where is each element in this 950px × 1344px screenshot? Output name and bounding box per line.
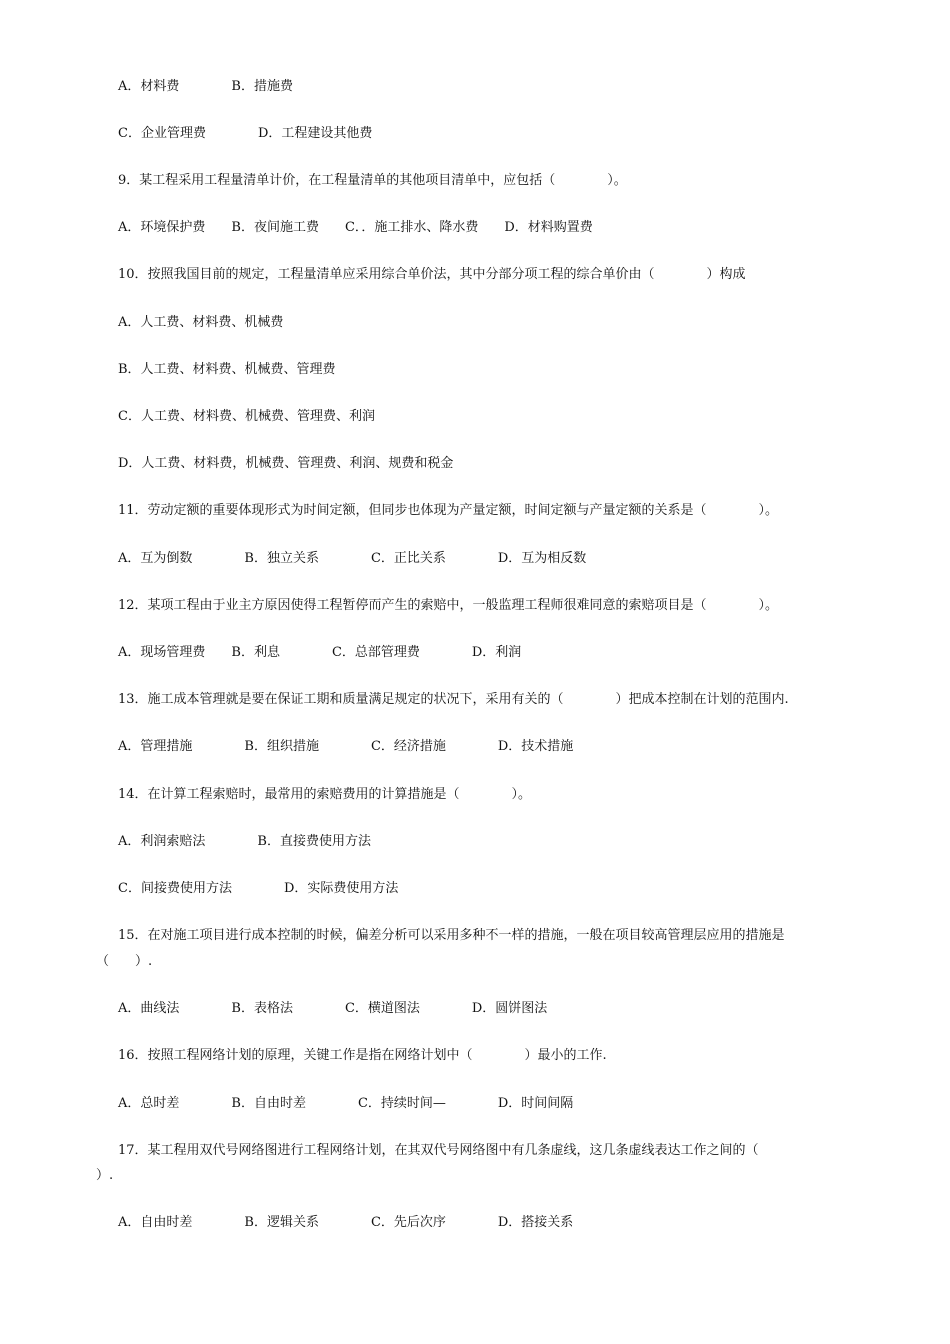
- q12-options: A．现场管理费 B．利息 C．总部管理费 D．利润: [118, 645, 522, 660]
- q9-options: A．环境保护费 B．夜间施工费 C．．施工排水、降水费 D．材料购置费: [118, 220, 593, 235]
- q11-options: A．互为倒数 B．独立关系 C．正比关系 D．互为相反数: [118, 551, 587, 566]
- question-16: 16．按照工程网络计划的原理，关键工作是指在网络计划中（ ）最小的工作.: [118, 1048, 607, 1063]
- q16-options: A．总时差 B．自由时差 C．持续时间— D．时间间隔: [118, 1096, 574, 1111]
- q15-options: A．曲线法 B．表格法 C．横道图法 D．圆饼图法: [118, 1001, 548, 1016]
- q14-options-cd: C．间接费使用方法 D．实际费使用方法: [118, 881, 399, 896]
- question-15-continued: （ ）.: [96, 954, 153, 969]
- question-13: 13．施工成本管理就是要在保证工期和质量满足规定的状况下，采用有关的（ ）把成本控制在计划的范围内.: [118, 692, 789, 707]
- q17-options: A．自由时差 B．逻辑关系 C．先后次序 D．搭接关系: [118, 1215, 574, 1230]
- q10-option-a: A．人工费、材料费、机械费: [118, 315, 284, 330]
- question-11: 11．劳动定额的重要体现形式为时间定额，但同步也体现为产量定额，时间定额与产量定额的关系是（ ）。: [118, 503, 779, 518]
- q13-options: A．管理措施 B．组织措施 C．经济措施 D．技术措施: [118, 739, 574, 754]
- question-17: 17．某工程用双代号网络图进行工程网络计划，在其双代号网络图中有几条虚线，这几条虚线表达工作之间的（: [118, 1143, 759, 1158]
- question-15: 15．在对施工项目进行成本控制的时候，偏差分析可以采用多种不一样的措施，一般在项目较高管理层应用的措施是: [118, 928, 785, 943]
- q10-option-c: C．人工费、材料费、机械费、管理费、利润: [118, 409, 375, 424]
- q10-option-b: B．人工费、材料费、机械费、管理费: [118, 362, 336, 377]
- q8-options-cd: C．企业管理费 D．工程建设其他费: [118, 126, 373, 141]
- question-17-continued: ）.: [96, 1168, 114, 1183]
- question-12: 12．某项工程由于业主方原因使得工程暂停而产生的索赔中，一般监理工程师很难同意的索赔项目是（ ）。: [118, 598, 779, 613]
- question-9: 9．某工程采用工程量清单计价，在工程量清单的其他项目清单中，应包括（ ）。: [118, 173, 627, 188]
- q10-option-d: D．人工费、材料费，机械费、管理费、利润、规费和税金: [118, 456, 454, 471]
- question-10: 10．按照我国目前的规定，工程量清单应采用综合单价法，其中分部分项工程的综合单价由（ ）构成: [118, 267, 746, 282]
- question-14: 14．在计算工程索赔时，最常用的索赔费用的计算措施是（ ）。: [118, 787, 532, 802]
- q14-options-ab: A．利润索赔法 B．直接费使用方法: [118, 834, 371, 849]
- q8-options-ab: A．材料费 B．措施费: [118, 79, 293, 94]
